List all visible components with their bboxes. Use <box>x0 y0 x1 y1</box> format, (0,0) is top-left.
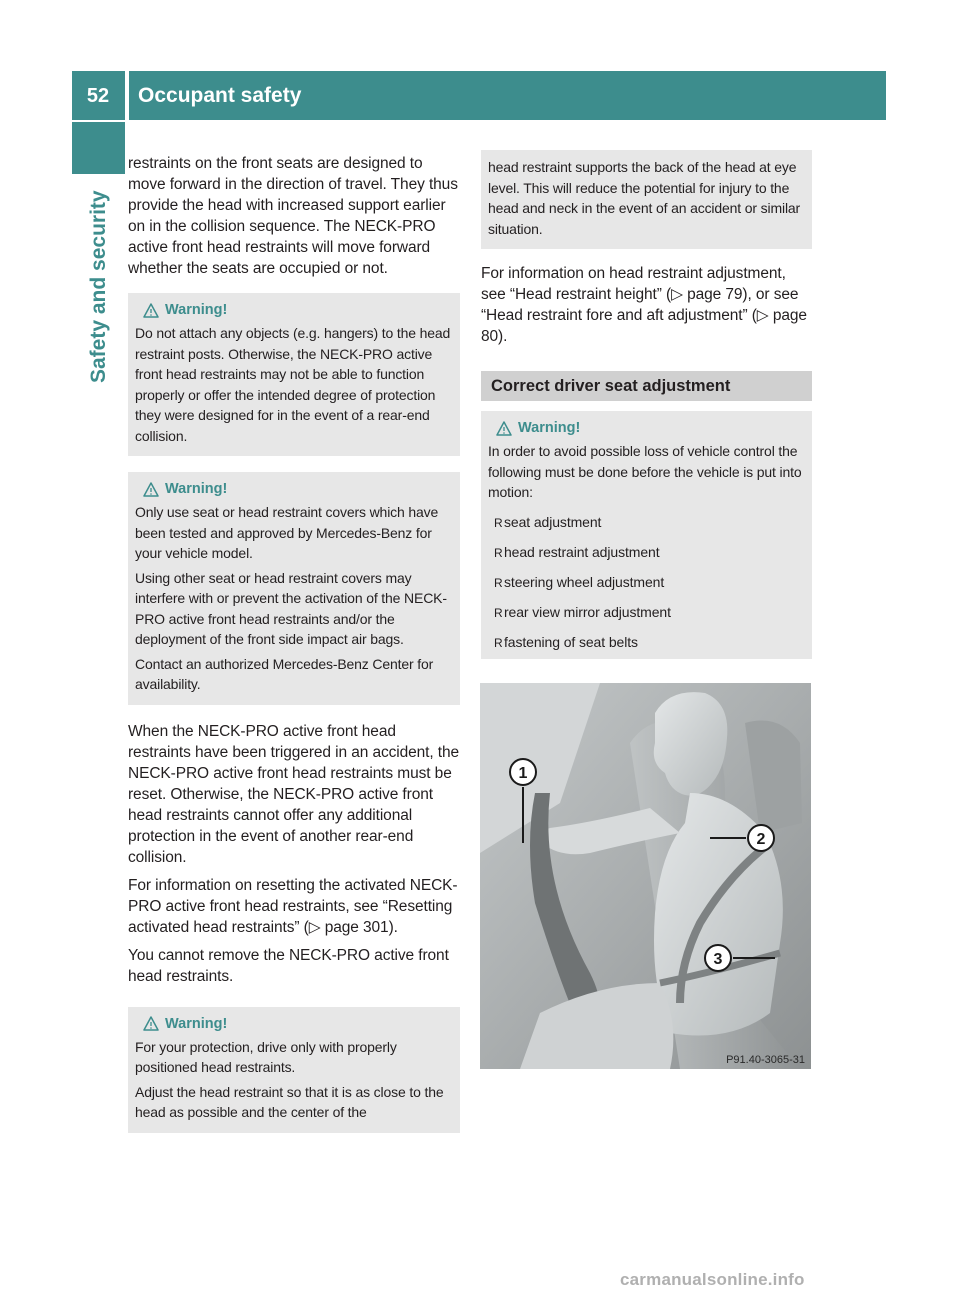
page-number: 52 <box>86 85 110 107</box>
warning-triangle-icon <box>143 482 159 497</box>
warning-box-seat-covers <box>128 472 460 705</box>
warning-title: Warning! <box>165 1015 228 1032</box>
warning-text: For your protection, drive only with properly positioned head restraints. <box>135 1038 397 1075</box>
warning-title: Warning! <box>165 302 228 318</box>
chapter-title: Occupant safety <box>138 84 302 107</box>
warning-title: Warning! <box>518 420 581 436</box>
figure-code: P91.40-3065-31 <box>726 1054 805 1066</box>
side-tab-block <box>72 122 125 174</box>
section-heading-bar <box>481 371 812 401</box>
watermark: carmanualsonline.info <box>620 1270 805 1289</box>
warning-text: Contact an authorized Mercedes-Benz Center for availability. <box>135 655 434 692</box>
remove-paragraph: You cannot remove the NECK-PRO active front head restraints. <box>128 946 449 985</box>
list-item: Rrear view mirror adjustment <box>494 603 671 620</box>
intro-paragraph: restraints on the front seats are designed to move forward in the direction of travel. They thus provide the head with increased support earlier on in the collision sequence. The NECK-PRO active front head restraints will move forward whether the seats are occupied or not. <box>128 155 458 277</box>
list-item: Rsteering wheel adjustment <box>494 573 665 590</box>
warning-box-continued <box>481 150 812 249</box>
warning-text: Only use seat or head restraint covers which have been tested and approved by Mercedes-Benz for your vehicle model. <box>135 504 439 561</box>
warning-heading <box>496 418 806 438</box>
warning-heading <box>143 300 454 320</box>
warning-heading <box>143 479 454 499</box>
side-section-label: Safety and security <box>87 190 110 383</box>
warning-box-driver-seat <box>481 411 812 659</box>
adjustment-paragraph: For information on head restraint adjustment, see “Head restraint height” (▷ page 79), or see “Head restraint fore and aft adjustment” (▷ page 80). <box>481 265 807 345</box>
warning-box-attach-objects <box>128 293 460 456</box>
warning-triangle-icon <box>496 421 512 436</box>
warning-box-head-restraint-position <box>128 1007 460 1133</box>
driver-seat-illustration <box>480 683 811 1069</box>
warning-triangle-icon <box>143 1016 159 1031</box>
driver-illustration-svg <box>480 683 811 1069</box>
warning-title: Warning! <box>165 481 228 497</box>
warning-triangle-icon <box>143 303 159 318</box>
list-item: Rhead restraint adjustment <box>494 543 660 560</box>
list-item: Rseat adjustment <box>494 513 602 530</box>
adjustment-checklist <box>488 512 806 654</box>
warning-text: In order to avoid possible loss of vehicle control the following must be done before the vehicle is put into motion: <box>488 443 802 500</box>
left-column <box>128 153 460 1149</box>
warning-text: Using other seat or head restraint covers may interfere with or prevent the activation of the NECK-PRO active front head restraints and/or the deployment of the front side impact air bags. <box>135 569 447 647</box>
callout-2-label: 2 <box>756 831 766 848</box>
warning-text: head restraint supports the back of the head at eye level. This will reduce the potential for injury to the head and neck in the event of an accident or similar situation. <box>488 159 801 237</box>
list-item: Rfastening of seat belts <box>494 633 638 650</box>
warning-text: Adjust the head restraint so that it is as close to the head as possible and the center of the <box>135 1083 444 1120</box>
callout-3-label: 3 <box>713 951 723 968</box>
right-column <box>481 150 812 675</box>
callout-1-label: 1 <box>518 765 528 782</box>
triggered-paragraph: When the NECK-PRO active front head restraints have been triggered in an accident, the NECK-PRO active front head restraints must be reset. Otherwise, the NECK-PRO active front head restraints cannot offer any additional protection in the event of another rear-end collision. <box>128 722 460 866</box>
header-divider <box>125 71 129 120</box>
warning-text: Do not attach any objects (e.g. hangers) to the head restraint posts. Otherwise, the NECK-PRO active front head restraints may not be able to function properly or offer the intended degree of protection they were designed for in the event of a rear-end collision. <box>135 325 451 444</box>
resetting-paragraph: For information on resetting the activated NECK-PRO active front head restraints, see “Resetting activated head restraints” (▷ page 301). <box>128 876 458 936</box>
section-title: Correct driver seat adjustment <box>491 376 731 395</box>
warning-heading <box>143 1014 454 1034</box>
